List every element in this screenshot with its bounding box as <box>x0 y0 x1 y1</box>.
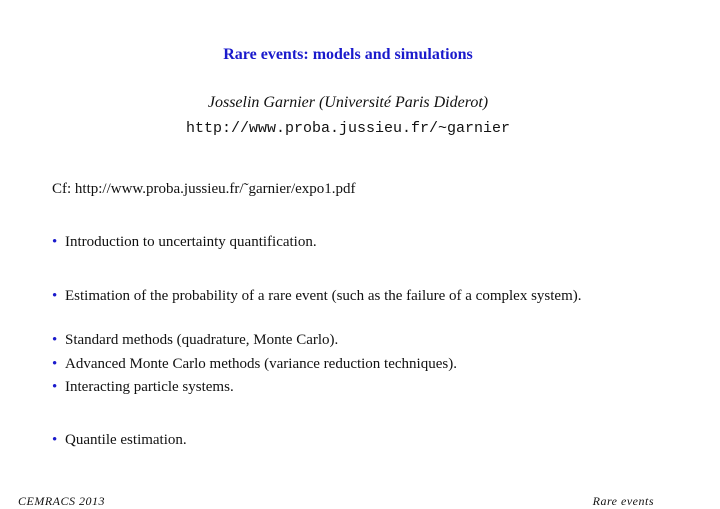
bullet-item-intro <box>52 231 317 253</box>
bullet-text: Interacting particle systems. <box>65 379 234 395</box>
bullet-icon: • <box>52 432 58 448</box>
bullet-text: Estimation of the probability of a rare event (such as the failure of a complex system). <box>65 288 582 304</box>
bullet-icon: • <box>52 234 58 250</box>
bullet-item-standard-methods <box>52 329 338 351</box>
bullet-icon: • <box>52 356 58 372</box>
footer-right: Rare events <box>592 494 654 508</box>
bullet-text: Introduction to uncertainty quantification. <box>65 234 317 250</box>
bullet-icon: • <box>52 379 58 395</box>
footer-left: CEMRACS 2013 <box>18 494 105 508</box>
bullet-text: Advanced Monte Carlo methods (variance reduction techniques). <box>65 356 457 372</box>
author-url-link[interactable]: http://www.proba.jussieu.fr/~garnier <box>185 120 511 137</box>
cf-reference-link[interactable]: Cf: http://www.proba.jussieu.fr/˜garnier/expo1.pdf <box>52 181 356 197</box>
author-line: Josselin Garnier (Université Paris Diderot) <box>207 94 489 111</box>
bullet-icon: • <box>52 288 58 304</box>
bullet-icon: • <box>52 332 58 348</box>
bullet-item-quantile <box>52 429 187 451</box>
bullet-text: Standard methods (quadrature, Monte Carlo). <box>65 332 339 348</box>
bullet-item-advanced-methods <box>52 353 457 375</box>
bullet-text: Quantile estimation. <box>65 432 187 448</box>
slide-title: Rare events: models and simulations <box>223 46 473 63</box>
bullet-item-estimation <box>52 285 632 307</box>
bullet-item-particle-systems <box>52 376 234 398</box>
